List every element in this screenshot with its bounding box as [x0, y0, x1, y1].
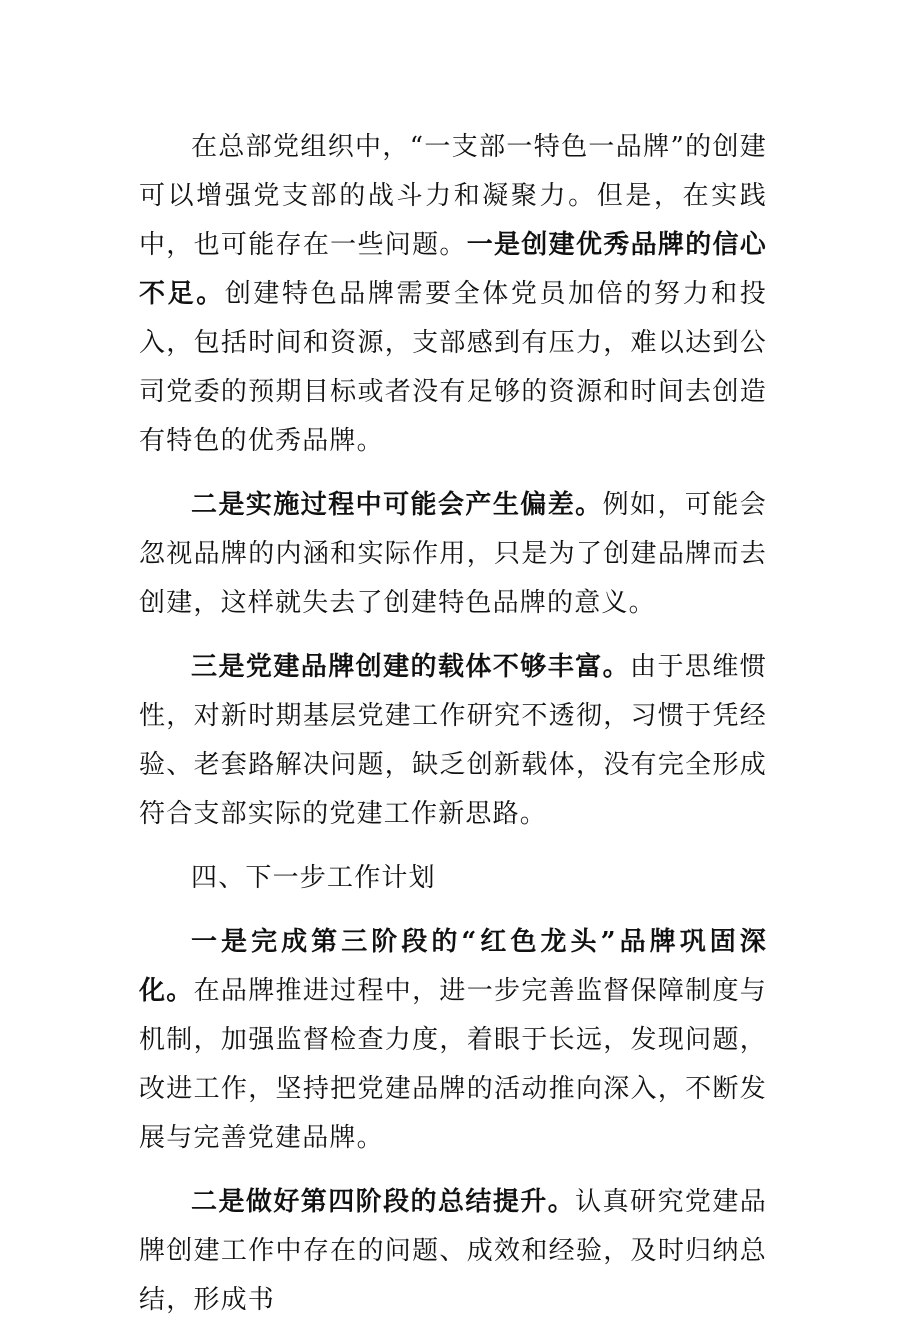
paragraph-problems-intro: [139, 123, 767, 466]
paragraph-plan-one: [139, 918, 767, 1163]
paragraph-bold-lead: 二是做好第四阶段的总结提升。: [191, 1187, 576, 1217]
paragraph-text: 例如，可能会忽视品牌的内涵和实际作用，只是为了创建品牌而去创建，这样就失去了创建特色品牌的意义。: [139, 490, 767, 618]
paragraph-bold-lead: 三是党建品牌创建的载体不够丰富。: [191, 652, 631, 682]
paragraph-text: 在总部党组织中，“一支部一特色一品牌”的创建可以增强党支部的战斗力和凝聚力。但是，在实践中，也可能存在一些问题。: [139, 132, 767, 260]
paragraph-bold-lead: 一是创建优秀品牌的信心不足。: [139, 230, 768, 309]
paragraph-text: 由于思维惯性，对新时期基层党建工作研究不透彻，习惯于凭经验、老套路解决问题，缺乏创新载体，没有完全形成符合支部实际的党建工作新思路。: [139, 652, 767, 829]
paragraph-problem-three: [139, 643, 767, 839]
paragraph-bold-lead: 一是完成第三阶段的“红色龙头”品牌巩固深化。: [139, 927, 767, 1006]
paragraph-text: 在品牌推进过程中，进一步完善监督保障制度与机制，加强监督检查力度，着眼于长远，发现问题，改进工作，坚持把党建品牌的活动推向深入，不断发展与完善党建品牌。: [139, 976, 767, 1153]
paragraph-bold-lead: 二是实施过程中可能会产生偏差。: [191, 490, 603, 520]
paragraph-problem-two: [139, 481, 767, 628]
paragraph-plan-two: [139, 1178, 767, 1325]
paragraph-text: 创建特色品牌需要全体党员加倍的努力和投入，包括时间和资源，支部感到有压力，难以达到公司党委的预期目标或者没有足够的资源和时间去创造有特色的优秀品牌。: [139, 279, 767, 456]
document-body: [139, 123, 767, 1340]
section-heading-text: 四、下一步工作计划: [191, 863, 436, 893]
paragraph-text: 认真研究党建品牌创建工作中存在的问题、成效和经验，及时归纳总结，形成书: [139, 1187, 767, 1315]
section-heading: [139, 854, 767, 903]
